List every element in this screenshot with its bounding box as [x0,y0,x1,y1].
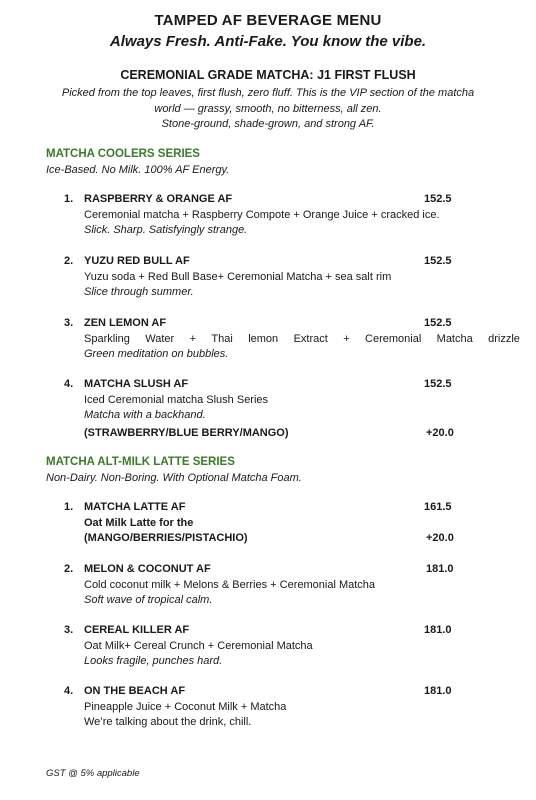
item-description [64,332,524,348]
item-tagline: Green meditation on bubbles. [84,348,229,360]
item-price: 181.0 [424,624,452,636]
menu-item [64,562,524,609]
item-name: MELON & COCONUT AF [84,563,211,575]
item-price: 152.5 [424,255,452,267]
item-price: 181.0 [424,685,452,697]
desc-word: + [343,332,350,345]
item-name: MATCHA SLUSH AF [84,378,189,390]
item-tagline: Matcha with a backhand. [84,409,206,421]
item-number: 4. [64,685,74,697]
item-description: Pineapple Juice + Coconut Milk + Matcha [84,700,287,713]
item-name: ON THE BEACH AF [84,685,186,697]
ceremonial-desc-line: Stone-ground, shade-grown, and strong AF. [161,118,375,130]
desc-word: Water [145,332,175,345]
gst-note: GST @ 5% applicable [46,768,140,779]
item-price: 152.5 [424,193,452,205]
menu-item [64,192,524,239]
item-number: 3. [64,317,74,329]
item-addon-price: +20.0 [426,532,454,544]
item-description: We’re talking about the drink, chill. [84,716,252,728]
item-number: 2. [64,563,74,575]
desc-word: Thai [211,332,233,345]
latte-section-subtitle: Non-Dairy. Non-Boring. With Optional Matcha Foam. [46,472,302,484]
item-tagline: Soft wave of tropical calm. [84,594,213,606]
menu-title: TAMPED AF BEVERAGE MENU [154,12,382,29]
item-number: 3. [64,624,74,636]
item-description: Ceremonial matcha + Raspberry Compote + Orange Juice + cracked ice. [84,208,440,221]
menu-item [64,254,524,301]
item-price: 161.5 [424,501,452,513]
menu-item [64,623,524,670]
item-price: 152.5 [424,317,452,329]
item-description: Oat Milk+ Cereal Crunch + Ceremonial Matcha [84,639,313,652]
ceremonial-description [0,86,536,133]
item-price: 152.5 [424,378,452,390]
desc-word: lemon [248,332,279,345]
item-description: Yuzu soda + Red Bull Base+ Ceremonial Matcha + sea salt rim [84,270,392,283]
desc-word: drizzle [488,332,520,345]
item-number: 4. [64,378,74,390]
desc-word: + [189,332,197,345]
coolers-section-subtitle: Ice-Based. No Milk. 100% AF Energy. [46,164,230,176]
item-tagline: Slice through summer. [84,286,194,298]
item-number: 1. [64,501,74,513]
item-name: MATCHA LATTE AF [84,501,186,513]
item-price: 181.0 [426,563,454,575]
latte-section-title: MATCHA ALT-MILK LATTE SERIES [46,456,235,468]
justified-description [84,332,520,348]
item-number: 2. [64,255,74,267]
item-addon-options: (STRAWBERRY/BLUE BERRY/MANGO) [84,426,289,439]
ceremonial-title: CEREMONIAL GRADE MATCHA: J1 FIRST FLUSH [120,68,416,82]
ceremonial-desc-line: Picked from the top leaves, first flush, zero fluff. This is the VIP section of the matcha [61,87,475,99]
item-name: ZEN LEMON AF [84,317,167,329]
ceremonial-desc-line: world — grassy, smooth, no bitterness, all zen. [154,102,382,115]
desc-word: Matcha [436,332,473,345]
item-number: 1. [64,193,74,205]
item-name: YUZU RED BULL AF [84,255,190,267]
item-name: CEREAL KILLER AF [84,624,190,636]
menu-item [64,500,524,547]
item-description: Cold coconut milk + Melons & Berries + Ceremonial Matcha [84,578,376,591]
item-tagline: Slick. Sharp. Satisfyingly strange. [84,224,248,236]
item-name: RASPBERRY & ORANGE AF [84,193,233,205]
item-addon-options: (MANGO/BERRIES/PISTACHIO) [84,532,248,544]
menu-tagline: Always Fresh. Anti-Fake. You know the vibe. [109,33,427,50]
coolers-section-title: MATCHA COOLERS SERIES [46,148,200,160]
item-tagline: Looks fragile, punches hard. [84,655,223,667]
item-description: Iced Ceremonial matcha Slush Series [84,393,269,406]
menu-item [64,316,524,363]
item-addon-price: +20.0 [426,426,454,439]
menu-item [64,377,524,441]
desc-word: Extract [293,332,328,345]
desc-word: Ceremonial [365,332,422,345]
desc-word: Sparkling [84,332,130,345]
menu-item [64,684,524,731]
item-description: Oat Milk Latte for the [84,516,194,529]
